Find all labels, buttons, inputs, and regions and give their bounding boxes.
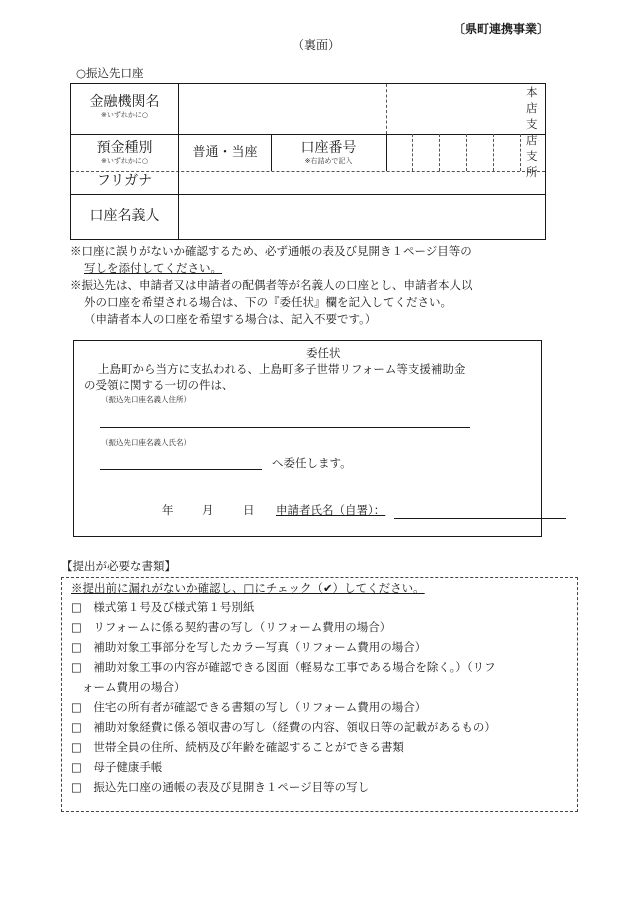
holder-address-label: （振込先口座名義人住所） (101, 395, 191, 404)
branch-option-branch: 支店 (526, 117, 538, 147)
delegate-text: へ委任します。 (272, 456, 352, 470)
checkbox[interactable]: □ (71, 720, 82, 734)
checkbox[interactable]: □ (71, 740, 82, 754)
checkbox[interactable]: □ (71, 640, 82, 654)
checkbox[interactable]: □ (71, 780, 82, 794)
list-item[interactable]: □ 補助対象工事の内容が確認できる図面（軽易な工事である場合を除く。）（リフ (71, 660, 496, 674)
delegation-body-line-1: 上島町から当方に支払われる、上島町多子世帯リフォーム等支援補助金 (98, 362, 466, 376)
page-side-label: （裏面） (292, 38, 341, 52)
documents-heading: 【提出が必要な書類】 (61, 559, 176, 573)
delegation-body-line-2: の受領に関する一切の件は、 (84, 378, 234, 392)
account-number-note: ※右詰めで記入 (304, 157, 353, 165)
date-year: 年 (162, 503, 174, 517)
note-1-line-1: ※口座に誤りがないか確認するため、必ず通帳の表及び見開き１ページ目等の (70, 244, 472, 258)
bank-account-table (70, 83, 546, 240)
checkbox[interactable]: □ (71, 700, 82, 714)
date-day: 日 (243, 503, 255, 517)
deposit-type-label: 預金種別 (96, 140, 153, 156)
documents-instruction: ※提出前に漏れがないか確認し、□にチェック（✔）してください。 (71, 581, 425, 595)
list-item[interactable]: □ リフォームに係る契約書の写し（リフォーム費用の場合） (71, 620, 392, 634)
delegation-title: 委任状 (306, 346, 341, 360)
holder-name-label: （振込先口座名義人氏名） (101, 438, 191, 447)
account-number-input[interactable] (387, 135, 545, 171)
delegation-box (73, 340, 542, 537)
note-2-line-2: 外の口座を希望される場合は、下の『委任状』欄を記入してください。 (84, 295, 452, 309)
institution-input[interactable] (180, 86, 384, 132)
list-item[interactable]: □ 補助対象工事部分を写したカラー写真（リフォーム費用の場合） (71, 640, 427, 654)
program-tag: 〔県町連携事業〕 (453, 22, 550, 36)
note-2-line-1: ※振込先は、申請者又は申請者の配偶者等が名義人の口座とし、申請者本人以 (70, 278, 473, 292)
checkbox[interactable]: □ (71, 620, 82, 634)
account-number-label: 口座番号 (300, 140, 357, 156)
account-holder-label: 口座名義人 (89, 208, 160, 224)
signature-label: 申請者氏名（自署）： (276, 503, 386, 517)
note-1-line-2: 写しを添付してください。 (84, 261, 222, 275)
list-item[interactable]: □ 母子健康手帳 (71, 760, 163, 774)
branch-option-main: 本店 (526, 85, 538, 115)
date-month: 月 (202, 503, 214, 517)
checkbox[interactable]: □ (71, 660, 82, 674)
list-item[interactable]: □ 世帯全員の住所、続柄及び年齢を確認することができる書類 (71, 740, 404, 754)
documents-checklist (61, 577, 578, 812)
checkbox[interactable]: □ (71, 760, 82, 774)
deposit-type-options[interactable]: 普通・当座 (192, 145, 258, 160)
list-item[interactable]: □ 様式第１号及び様式第１号別紙 (71, 600, 255, 614)
bank-section-title: ○振込先口座 (76, 66, 144, 80)
furigana-label: フリガナ (96, 173, 153, 189)
deposit-type-note: ※いずれかに○ (101, 157, 148, 165)
institution-label: 金融機関名 (89, 94, 160, 110)
branch-option-sub: 支所 (526, 149, 538, 179)
holder-name-line[interactable] (100, 469, 262, 470)
note-2-line-3: （申請者本人の口座を希望する場合は、記入不要です。） (84, 312, 377, 326)
furigana-input[interactable] (180, 172, 545, 194)
account-holder-input[interactable] (180, 196, 545, 238)
holder-address-line[interactable] (100, 427, 470, 428)
list-item-continuation: ォーム費用の場合） (82, 680, 186, 694)
institution-note: ※いずれかに○ (101, 111, 148, 119)
checkbox[interactable]: □ (71, 600, 82, 614)
list-item[interactable]: □ 住宅の所有者が確認できる書類の写し（リフォーム費用の場合） (71, 700, 427, 714)
list-item[interactable]: □ 補助対象経費に係る領収書の写し（経費の内容、領収日等の記載があるもの） (71, 720, 496, 734)
signature-line[interactable] (394, 518, 566, 519)
list-item[interactable]: □ 振込先口座の通帳の表及び見開き１ページ目等の写し (71, 780, 370, 794)
